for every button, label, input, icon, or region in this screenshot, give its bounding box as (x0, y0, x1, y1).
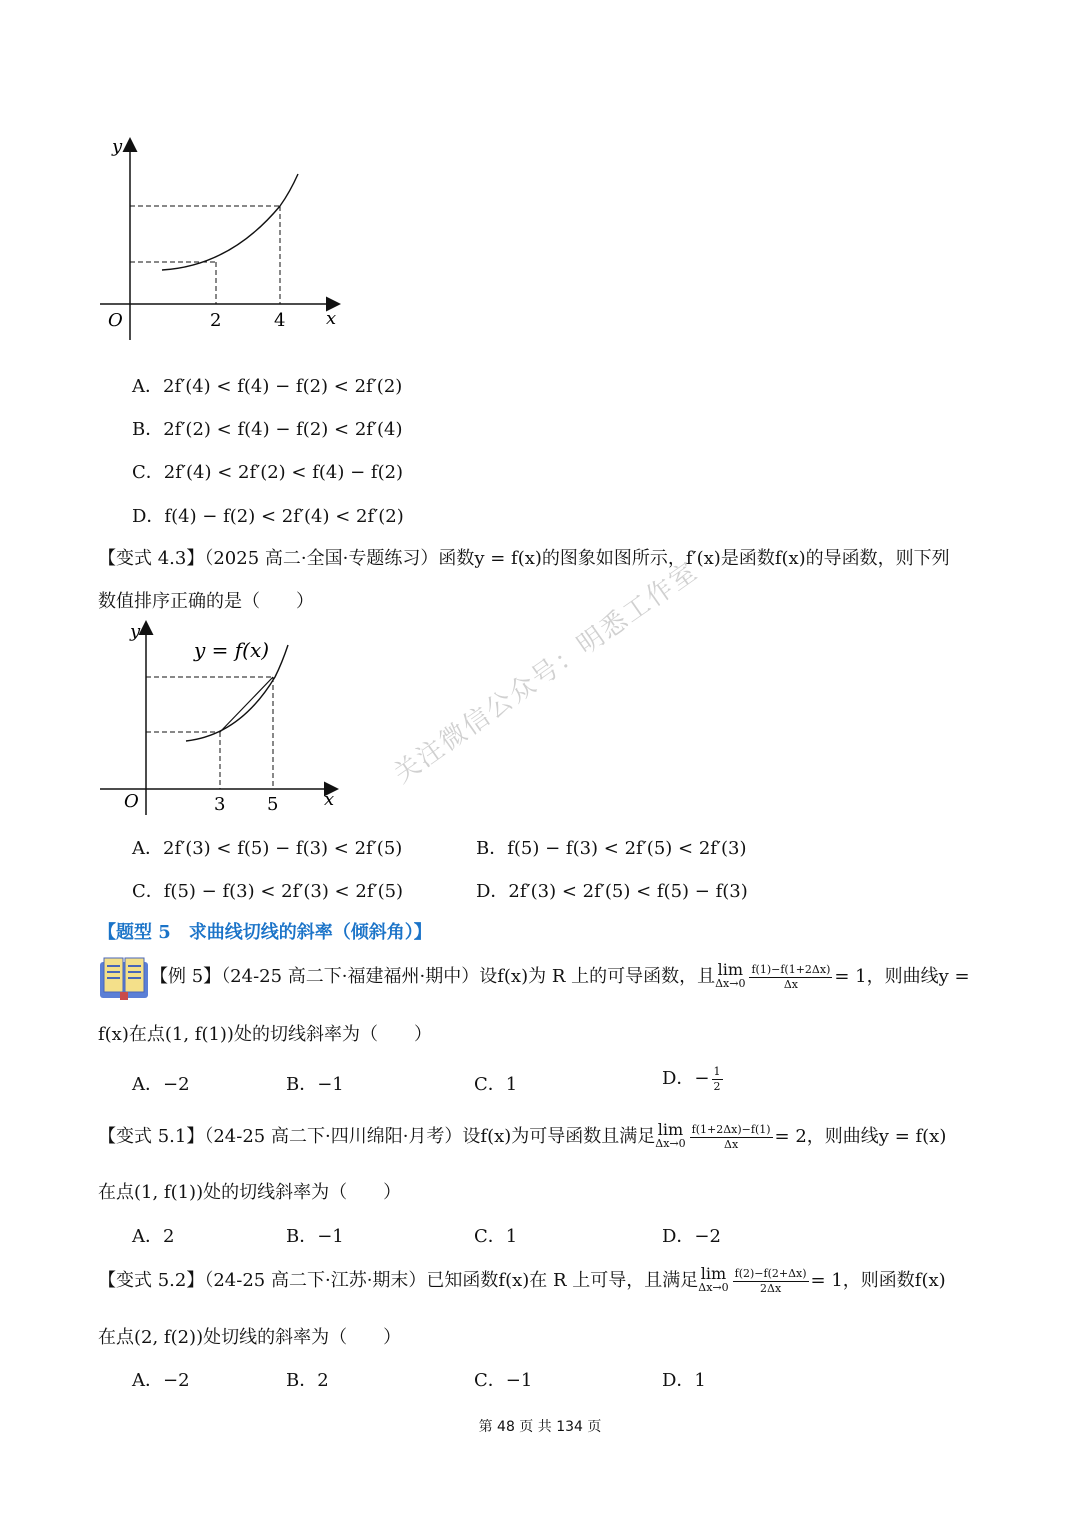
limit-bottom: Δx→0 (698, 1281, 729, 1294)
limit-top: lim (717, 960, 743, 979)
limit-top: lim (657, 1120, 684, 1139)
fraction-numerator: f(1)−f(1+2Δx) (751, 962, 831, 976)
option-d: D．−2 (662, 1226, 721, 1247)
fraction (733, 1267, 809, 1296)
fraction-numerator: f(2)−f(2+Δx) (734, 1266, 807, 1280)
option-a: A．2 (132, 1226, 175, 1247)
fraction-denominator: 2 (713, 1079, 721, 1093)
x-axis-label: x (326, 308, 337, 329)
option-d: D．f(4) − f(2) < 2f′(4) < 2f′(2) (132, 506, 404, 527)
question-variant-5-2 (98, 1266, 946, 1296)
question-text: （24-25 高二下·江苏·期末）已知函数f(x)在 R 上可导，且满足 (204, 1270, 699, 1291)
question-label: 【变式 4.3】 (98, 548, 205, 569)
tick-label: 4 (274, 310, 286, 331)
option-a: A．−2 (132, 1370, 190, 1391)
question-label: 【例 5】 (150, 966, 222, 987)
section-title: 【题型 5 求曲线切线的斜率（倾斜角）】 (98, 922, 432, 943)
secant-line (220, 677, 273, 732)
question-text: = 1，则曲线y = (834, 966, 970, 987)
y-axis-label: y (130, 621, 141, 642)
figure-graph-2 (90, 615, 350, 820)
limit-expression (715, 960, 746, 991)
fraction-numerator: f(1+2Δx)−f(1) (691, 1122, 771, 1136)
fraction (749, 963, 832, 992)
limit-bottom: Δx→0 (715, 977, 746, 990)
watermark: 关注微信公众号：明悉工作室 (388, 556, 704, 790)
question-text: （2025 高二·全国·专题练习）函数y = f(x)的图象如图所示，f′(x)是函数f(x)的导函数，则下列 (204, 548, 950, 569)
option-d: D．2f′(3) < 2f′(5) < f(5) − f(3) (476, 881, 748, 902)
origin-label: O (108, 310, 123, 331)
option-b: B．−1 (286, 1226, 344, 1247)
question-text-line2: 数值排序正确的是（ ） (98, 591, 314, 612)
origin-label: O (124, 791, 139, 812)
tick-label: 3 (214, 794, 226, 815)
question-label: 【变式 5.2】 (98, 1270, 205, 1291)
example-5 (150, 962, 970, 992)
question-text: （24-25 高二下·福建福州·期中）设f(x)为 R 上的可导函数，且 (221, 966, 716, 987)
question-text: （24-25 高二下·四川绵阳·月考）设f(x)为可导函数且满足 (204, 1126, 656, 1147)
limit-expression (698, 1264, 729, 1295)
option-d: D．1 (662, 1370, 706, 1391)
option-c: C．f(5) − f(3) < 2f′(3) < 2f′(5) (132, 881, 404, 902)
fraction-denominator: Δx (724, 1137, 739, 1151)
fraction-denominator: 2Δx (760, 1281, 782, 1295)
question-text-line2: 在点(1, f(1))处的切线斜率为（ ） (98, 1182, 402, 1203)
question-text-line2: 在点(2, f(2))处切线的斜率为（ ） (98, 1327, 402, 1348)
question-label: 【变式 5.1】 (98, 1126, 205, 1147)
option-d-prefix: D．− (662, 1068, 710, 1089)
fraction (690, 1123, 773, 1152)
option-b: B．f(5) − f(3) < 2f′(5) < 2f′(3) (476, 838, 747, 859)
fraction (712, 1065, 723, 1094)
question-variant-4-3 (98, 544, 950, 570)
tick-label: 2 (210, 310, 222, 331)
option-d (662, 1064, 725, 1094)
option-c: C．−1 (474, 1370, 533, 1391)
y-axis-label: y (112, 136, 123, 157)
option-b: B．−1 (286, 1074, 344, 1095)
fraction-numerator: 1 (713, 1064, 721, 1078)
option-b: B．2f′(2) < f(4) − f(2) < 2f′(4) (132, 419, 403, 440)
limit-expression (655, 1120, 686, 1151)
book-icon (98, 956, 150, 1002)
tick-label: 5 (267, 794, 279, 815)
option-c: C．2f′(4) < 2f′(2) < f(4) − f(2) (132, 462, 404, 483)
option-a: A．2f′(3) < f(5) − f(3) < 2f′(5) (132, 838, 403, 859)
option-a: A．−2 (132, 1074, 190, 1095)
option-c: C．1 (474, 1074, 518, 1095)
question-text-line2: f(x)在点(1, f(1))处的切线斜率为（ ） (98, 1024, 432, 1045)
question-variant-5-1 (98, 1122, 946, 1152)
figure-graph-1 (90, 130, 360, 350)
option-c: C．1 (474, 1226, 518, 1247)
option-a: A．2f′(4) < f(4) − f(2) < 2f′(2) (132, 376, 403, 397)
option-b: B．2 (286, 1370, 329, 1391)
limit-top: lim (700, 1264, 727, 1283)
function-curve (162, 174, 298, 270)
question-text: = 1，则函数f(x) (810, 1270, 946, 1291)
x-axis-label: x (324, 789, 335, 810)
curve-label: y = f(x) (194, 638, 270, 662)
question-text: = 2，则曲线y = f(x) (774, 1126, 947, 1147)
page-footer: 第 48 页 共 134 页 (478, 1419, 602, 1435)
fraction-denominator: Δx (783, 977, 798, 991)
limit-bottom: Δx→0 (655, 1137, 686, 1150)
